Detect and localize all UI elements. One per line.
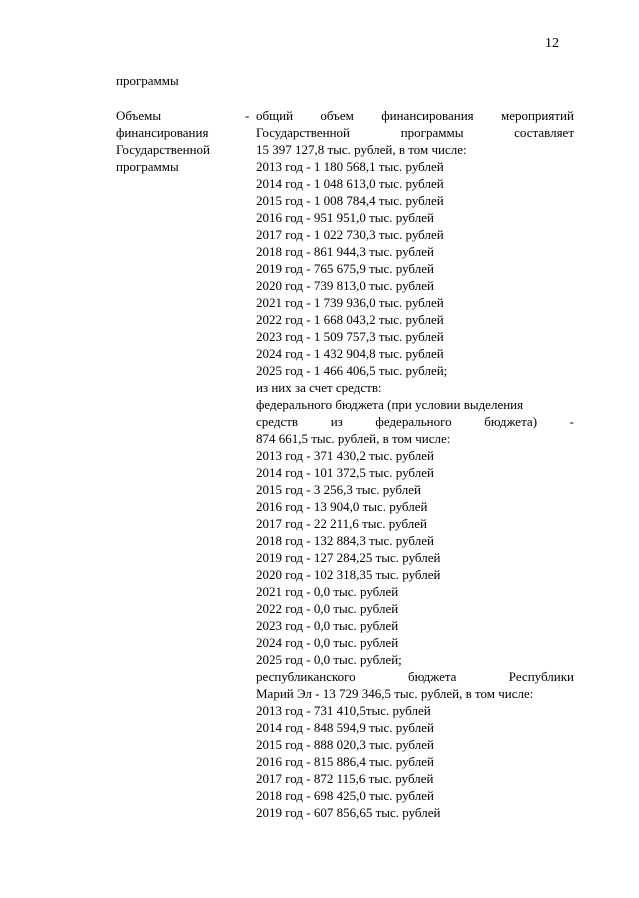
intro-word: объем — [320, 108, 354, 123]
row-label-line: программы — [116, 159, 179, 174]
total-year-line: 2019 год - 765 675,9 тыс. рублей — [256, 261, 434, 276]
republican-word: Республики — [508, 669, 574, 684]
total-amount-line: 15 397 127,8 тыс. рублей, в том числе: — [256, 142, 467, 157]
previous-row-tail: программы — [116, 73, 179, 88]
federal-year-line: 2015 год - 3 256,3 тыс. рублей — [256, 482, 421, 497]
republican-heading-line — [256, 668, 574, 685]
federal-heading-line: федерального бюджета (при условии выделения — [256, 397, 524, 412]
federal-year-line: 2019 год - 127 284,25 тыс. рублей — [256, 550, 441, 565]
republican-year-line: 2018 год - 698 425,0 тыс. рублей — [256, 788, 434, 803]
federal-year-line: 2025 год - 0,0 тыс. рублей; — [256, 652, 402, 667]
sources-intro: из них за счет средств: — [256, 380, 382, 395]
row-dash: - — [245, 108, 250, 123]
total-year-line: 2024 год - 1 432 904,8 тыс. рублей — [256, 346, 444, 361]
row-label-line: финансирования — [116, 125, 209, 140]
total-year-line: 2015 год - 1 008 784,4 тыс. рублей — [256, 193, 444, 208]
federal-word: федерального — [375, 414, 452, 429]
intro-word: общий — [256, 108, 294, 123]
federal-year-line: 2017 год - 22 211,6 тыс. рублей — [256, 516, 427, 531]
intro-word: составляет — [514, 125, 574, 140]
federal-word: из — [330, 414, 343, 429]
federal-year-line: 2013 год - 371 430,2 тыс. рублей — [256, 448, 434, 463]
total-year-line: 2013 год - 1 180 568,1 тыс. рублей — [256, 159, 444, 174]
federal-year-line: 2014 год - 101 372,5 тыс. рублей — [256, 465, 434, 480]
republican-word: бюджета — [407, 669, 457, 684]
intro-word: Государственной — [256, 125, 351, 140]
row-label — [116, 107, 241, 175]
total-year-line: 2014 год - 1 048 613,0 тыс. рублей — [256, 176, 444, 191]
federal-word: - — [569, 414, 574, 429]
row-label-line: Объемы — [116, 108, 162, 123]
republican-amount-line: Марий Эл - 13 729 346,5 тыс. рублей, в том числе: — [256, 686, 534, 701]
republican-year-line: 2014 год - 848 594,9 тыс. рублей — [256, 720, 434, 735]
total-year-line: 2018 год - 861 944,3 тыс. рублей — [256, 244, 434, 259]
intro-word: мероприятий — [500, 108, 574, 123]
total-year-line: 2025 год - 1 466 406,5 тыс. рублей; — [256, 363, 448, 378]
republican-year-line: 2017 год - 872 115,6 тыс. рублей — [256, 771, 434, 786]
federal-year-line: 2021 год - 0,0 тыс. рублей — [256, 584, 399, 599]
federal-year-line: 2016 год - 13 904,0 тыс. рублей — [256, 499, 428, 514]
total-year-line: 2021 год - 1 739 936,0 тыс. рублей — [256, 295, 444, 310]
republican-word: республиканского — [256, 669, 356, 684]
federal-word: бюджета) — [484, 414, 538, 429]
total-year-line: 2017 год - 1 022 730,3 тыс. рублей — [256, 227, 444, 242]
federal-year-line: 2023 год - 0,0 тыс. рублей — [256, 618, 399, 633]
intro-line — [256, 124, 574, 141]
federal-year-line: 2022 год - 0,0 тыс. рублей — [256, 601, 399, 616]
page-number: 12 — [545, 36, 559, 51]
intro-line — [256, 107, 574, 124]
total-year-line: 2020 год - 739 813,0 тыс. рублей — [256, 278, 434, 293]
total-year-line: 2022 год - 1 668 043,2 тыс. рублей — [256, 312, 444, 327]
federal-year-line: 2024 год - 0,0 тыс. рублей — [256, 635, 399, 650]
republican-year-line: 2016 год - 815 886,4 тыс. рублей — [256, 754, 434, 769]
republican-year-line: 2013 год - 731 410,5тыс. рублей — [256, 703, 431, 718]
federal-year-line: 2018 год - 132 884,3 тыс. рублей — [256, 533, 434, 548]
republican-year-line: 2015 год - 888 020,3 тыс. рублей — [256, 737, 434, 752]
republican-year-line: 2019 год - 607 856,65 тыс. рублей — [256, 805, 441, 820]
financing-content — [256, 107, 574, 821]
total-year-line: 2023 год - 1 509 757,3 тыс. рублей — [256, 329, 444, 344]
federal-amount-line: 874 661,5 тыс. рублей, в том числе: — [256, 431, 451, 446]
federal-year-line: 2020 год - 102 318,35 тыс. рублей — [256, 567, 441, 582]
row-label-line: Государственной — [116, 142, 211, 157]
intro-word: финансирования — [381, 108, 474, 123]
intro-word: программы — [400, 125, 464, 140]
federal-word: средств — [256, 414, 299, 429]
total-year-line: 2016 год - 951 951,0 тыс. рублей — [256, 210, 434, 225]
federal-heading-line — [256, 413, 574, 430]
